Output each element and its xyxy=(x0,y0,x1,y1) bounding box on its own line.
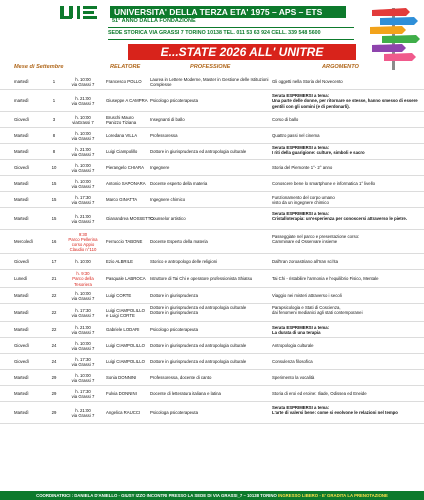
table-row xyxy=(0,90,424,112)
row-date: 1 xyxy=(52,98,56,104)
row-date: 10 xyxy=(51,165,57,171)
row-date: 15 xyxy=(51,181,57,187)
row-argomento: Gli oggetti nella Storia del Novecento xyxy=(272,79,343,85)
row-argomento: Tai Chi - ristabilire l'armonia e l'equilibrio Fisico, Mentale xyxy=(272,276,379,282)
row-argomento: Sperimento la vocalità xyxy=(272,375,315,381)
table-row xyxy=(0,270,424,288)
row-date: 22 xyxy=(51,310,57,316)
month-header: Mese di Settembre xyxy=(14,64,64,70)
row-time-place: h. 17:30 via Grassi 7 xyxy=(71,194,95,205)
row-date: 15 xyxy=(51,197,57,203)
row-argomento: Storia del Piemonte 1°- 2° anno xyxy=(272,165,333,171)
row-date: 8 xyxy=(52,149,56,155)
table-row xyxy=(0,144,424,160)
row-day: martedì xyxy=(14,79,29,85)
table-row xyxy=(0,192,424,208)
row-relatore: Gabriele LODARI xyxy=(106,327,140,333)
row-time-place: h. 9:30 Parco della Tesoriera xyxy=(72,271,94,287)
row-date: 17 xyxy=(51,259,57,265)
row-relatore: Pasquale LABROCA xyxy=(106,276,146,282)
row-professione: Insegnanti di ballo xyxy=(150,117,185,123)
row-day: Giovedì xyxy=(14,165,29,171)
row-day: Mercoledì xyxy=(14,239,33,245)
row-relatore: Sonia DONNINI xyxy=(106,375,137,381)
row-date: 21 xyxy=(51,276,57,282)
unitre-logo xyxy=(60,6,104,28)
table-row xyxy=(0,74,424,90)
table-row xyxy=(0,386,424,402)
table-row xyxy=(0,160,424,176)
row-day: Martedì xyxy=(14,216,29,222)
row-time-place: h. 10:00 viaGrassi 7 xyxy=(72,114,94,125)
divider xyxy=(108,27,354,28)
row-professione: Dottore in giurisprudenza xyxy=(150,293,199,299)
row-relatore: Giuseppe A CAMPRA xyxy=(106,98,148,104)
row-time-place: 9:30 Parco Pellerina corso Appio Claudio n°110 xyxy=(68,231,98,253)
table-row xyxy=(0,322,424,338)
row-professione: Professoressa xyxy=(150,133,178,139)
row-professione: Psicologa psicoterapeuta xyxy=(150,410,199,416)
row-day: Martedì xyxy=(14,310,29,316)
table-row xyxy=(0,112,424,128)
table-header xyxy=(0,64,424,73)
signpost-illustration xyxy=(366,2,420,70)
row-professione: Ingegnere xyxy=(150,165,170,171)
row-professione: Docente Esperto della materia xyxy=(150,239,208,245)
row-relatore: Ezio ALBRILE xyxy=(106,259,133,265)
row-time-place: h. 10:00 via Grassi 7 xyxy=(71,162,95,173)
row-date: 15 xyxy=(51,216,57,222)
row-professione: Psicologo psicoterapeuta xyxy=(150,327,199,333)
row-relatore: Marco GINATTA xyxy=(106,197,138,203)
row-argomento: Serata ESPRIMERSI a tema: Cristalloterapia: un'esperienza per conoscersi attraverso le pietre. xyxy=(272,211,407,222)
row-time-place: h. 10:00 via Grassi 7 xyxy=(71,178,95,189)
row-argomento: Conoscere bene lo smartphone e informatica 1° livello xyxy=(272,181,375,187)
row-professione: Storico e antropologo delle religioni xyxy=(150,259,218,265)
row-time-place: h. 10:00 xyxy=(75,259,91,265)
row-argomento: Parapsicologia e Stati di Coscienza, dai fenomeni medianici agli stati contemporanei xyxy=(272,305,363,316)
row-date: 29 xyxy=(51,375,57,381)
row-relatore: Luigi CORTE xyxy=(106,293,132,299)
row-day: Martedì xyxy=(14,391,29,397)
table-row xyxy=(0,208,424,230)
row-time-place: h. 17:30 via Grassi 7 xyxy=(71,388,95,399)
row-relatore: Angelica RAUCCI xyxy=(106,410,141,416)
schedule-table xyxy=(0,74,424,424)
table-row xyxy=(0,128,424,144)
header xyxy=(0,0,424,72)
row-argomento: Viaggio nei misteri attraverso i secoli xyxy=(272,293,342,299)
row-day: Martedì xyxy=(14,133,29,139)
row-time-place: h. 21:00 via Grassi 7 xyxy=(71,95,95,106)
row-argomento: Passeggiate nel parco e presentazione corso: Camminare ed Osservare insieme xyxy=(272,234,360,245)
row-relatore: Luigi CIAMPOLILLO xyxy=(106,359,145,365)
row-day: Martedì xyxy=(14,375,29,381)
association-title: UNIVERSITA' DELLA TERZA ETA' 1975 – APS – ETS xyxy=(110,6,346,18)
row-date: 22 xyxy=(51,327,57,333)
table-row xyxy=(0,230,424,254)
row-argomento: Antropologia culturale xyxy=(272,343,314,349)
row-relatore: Luigi Ciampolillo xyxy=(106,149,138,155)
row-day: Giovedì xyxy=(14,259,29,265)
row-argomento: Corso di ballo xyxy=(272,117,299,123)
row-relatore: Pierangelo CHIARA xyxy=(106,165,144,171)
row-relatore: Bruschi Mauro Panizzo Tiziana xyxy=(106,114,137,125)
row-day: Giovedì xyxy=(14,343,29,349)
row-date: 16 xyxy=(51,239,57,245)
row-relatore: Fulvia DONNINI xyxy=(106,391,137,397)
relatore-header: RELATORE xyxy=(110,64,141,70)
row-argomento: Serata ESPRIMERSI a tema: L'arte di valersi bene: come si evolvone le relazioni nel tempo xyxy=(272,405,398,416)
row-date: 24 xyxy=(51,343,57,349)
footer-coordinators: COORDINATRICI : DANIELA D'ANIELLO - GIUSY IZZO INCONTRI PRESSO LA SEDE DI VIA GRASSI_7 – 10138 TORINO xyxy=(36,493,279,498)
row-professione: Dottore in giurisprudenza ed antropologia culturale xyxy=(150,359,247,365)
row-date: 8 xyxy=(52,133,56,139)
table-row xyxy=(0,402,424,424)
row-professione: Docente di letteratura italiana e latina xyxy=(150,391,221,397)
row-relatore: Ferruccio TABONE xyxy=(106,239,143,245)
row-date: 1 xyxy=(52,79,56,85)
row-day: Giovedì xyxy=(14,117,29,123)
row-date: 29 xyxy=(51,391,57,397)
row-date: 29 xyxy=(51,410,57,416)
row-time-place: h. 21:00 via Grassi 7 xyxy=(71,146,95,157)
row-date: 24 xyxy=(51,359,57,365)
row-professione: Dottore in giurisprudenza ed antropologia culturale Dottore in giurisprudenza xyxy=(150,305,247,316)
table-row xyxy=(0,176,424,192)
row-day: Martedì xyxy=(14,149,29,155)
row-argomento: Dall'Iran zoroastriano all'Iran sci'ita xyxy=(272,259,338,265)
row-time-place: h. 10:00 via Grassi 7 xyxy=(71,340,95,351)
row-professione: Ingegnere chimico xyxy=(150,197,186,203)
row-time-place: h. 10:00 via Grassi 7 xyxy=(71,290,95,301)
row-time-place: h. 17:30 via Grassi 7 xyxy=(71,356,95,367)
row-relatore: Luigi CIAMPOLILLO e Luigi CORTE xyxy=(106,307,145,318)
table-row xyxy=(0,338,424,354)
row-relatore: Luigi CIAMPOLILLO xyxy=(106,343,145,349)
row-professione: Professoressa, docente di canto xyxy=(150,375,212,381)
row-relatore: Gianandrea MOSSETTO xyxy=(106,216,154,222)
row-time-place: h. 21:00 via Grassi 7 xyxy=(71,407,95,418)
row-time-place: h. 21:00 via Grassi 7 xyxy=(71,324,95,335)
row-time-place: h. 10:00 via Grassi 7 xyxy=(71,130,95,141)
divider xyxy=(108,39,354,40)
row-day: Martedì xyxy=(14,181,29,187)
foundation-subtitle: 51° ANNO DALLA FONDAZIONE xyxy=(112,18,196,24)
table-row xyxy=(0,254,424,270)
row-time-place: h. 17:30 via Grassi 7 xyxy=(71,307,95,318)
row-day: Martedì xyxy=(14,197,29,203)
table-row xyxy=(0,304,424,322)
row-argomento: Serata ESPRIMERSI a tema: Una parte delle donne, per ritornare se stesse, hanno smesso di essere gentili con gli uomini (e di perdonarli). xyxy=(272,93,418,109)
table-row xyxy=(0,354,424,370)
row-relatore: Loredana VILLA xyxy=(106,133,138,139)
row-professione: Dottore in giurisprudenza ed antropologia culturale xyxy=(150,343,247,349)
row-day: martedì xyxy=(14,98,29,104)
row-argomento: Consulenza filosofica xyxy=(272,359,313,365)
row-date: 3 xyxy=(52,117,56,123)
event-banner: E...STATE 2026 ALL' UNITRE xyxy=(128,44,356,60)
argomento-header: ARGOMENTO xyxy=(322,64,359,70)
row-professione: Istruttore di Tai Chi e operatore professionista Shiatsu xyxy=(150,276,253,282)
row-professione: Psicologo psicoterapeuta xyxy=(150,98,199,104)
row-day: Martedì xyxy=(14,410,29,416)
row-argomento: Serata ESPRIMERSI a tema: La durata di una terapia xyxy=(272,324,330,335)
row-relatore: Antonio SAPONARA xyxy=(106,181,146,187)
table-row xyxy=(0,288,424,304)
contacts-line: SEDE STORICA VIA GRASSI 7 TORINO 10138 TEL. 011 53 63 924 CELL. 339 548 5600 xyxy=(108,30,321,36)
row-day: Martedì xyxy=(14,293,29,299)
row-time-place: h. 10:00 via Grassi 7 xyxy=(71,372,95,383)
table-row xyxy=(0,370,424,386)
row-day: Giovedì xyxy=(14,359,29,365)
row-relatore: Francesco POLLO xyxy=(106,79,142,85)
professione-header: PROFESSIONE xyxy=(190,64,231,70)
row-day: Lunedì xyxy=(14,276,28,282)
row-time-place: h. 10:00 via Grassi 7 xyxy=(71,76,95,87)
row-argomento: Storia di eroi ed eroine: Iliade, Odissea ed Eneide xyxy=(272,391,367,397)
row-argomento: Quattro passi nel cinema xyxy=(272,133,320,139)
row-professione: Dottore in giurisprudenza ed antropologia culturale xyxy=(150,149,247,155)
row-professione: Counselor artistico xyxy=(150,216,186,222)
row-argomento: Funzionamento del corpo umano visto da un ingegnere chimico xyxy=(272,194,335,205)
row-time-place: h. 21:00 via Grassi 7 xyxy=(71,213,95,224)
footer-entry-note: INGRESSO LIBERO - E' GRADITA LA PRENOTAZIONE xyxy=(278,493,388,498)
row-professione: Laurea in Lettere Moderne, Master in Gestione delle Istituzioni Complesse xyxy=(150,76,269,87)
row-day: Martedì xyxy=(14,327,29,333)
row-professione: Docente esperto della materia xyxy=(150,181,208,187)
row-date: 22 xyxy=(51,293,57,299)
footer xyxy=(0,491,424,500)
row-argomento: Serata ESPRIMERSI a tema: I riti della guarigione: culture, simboli e sacro xyxy=(272,145,365,156)
